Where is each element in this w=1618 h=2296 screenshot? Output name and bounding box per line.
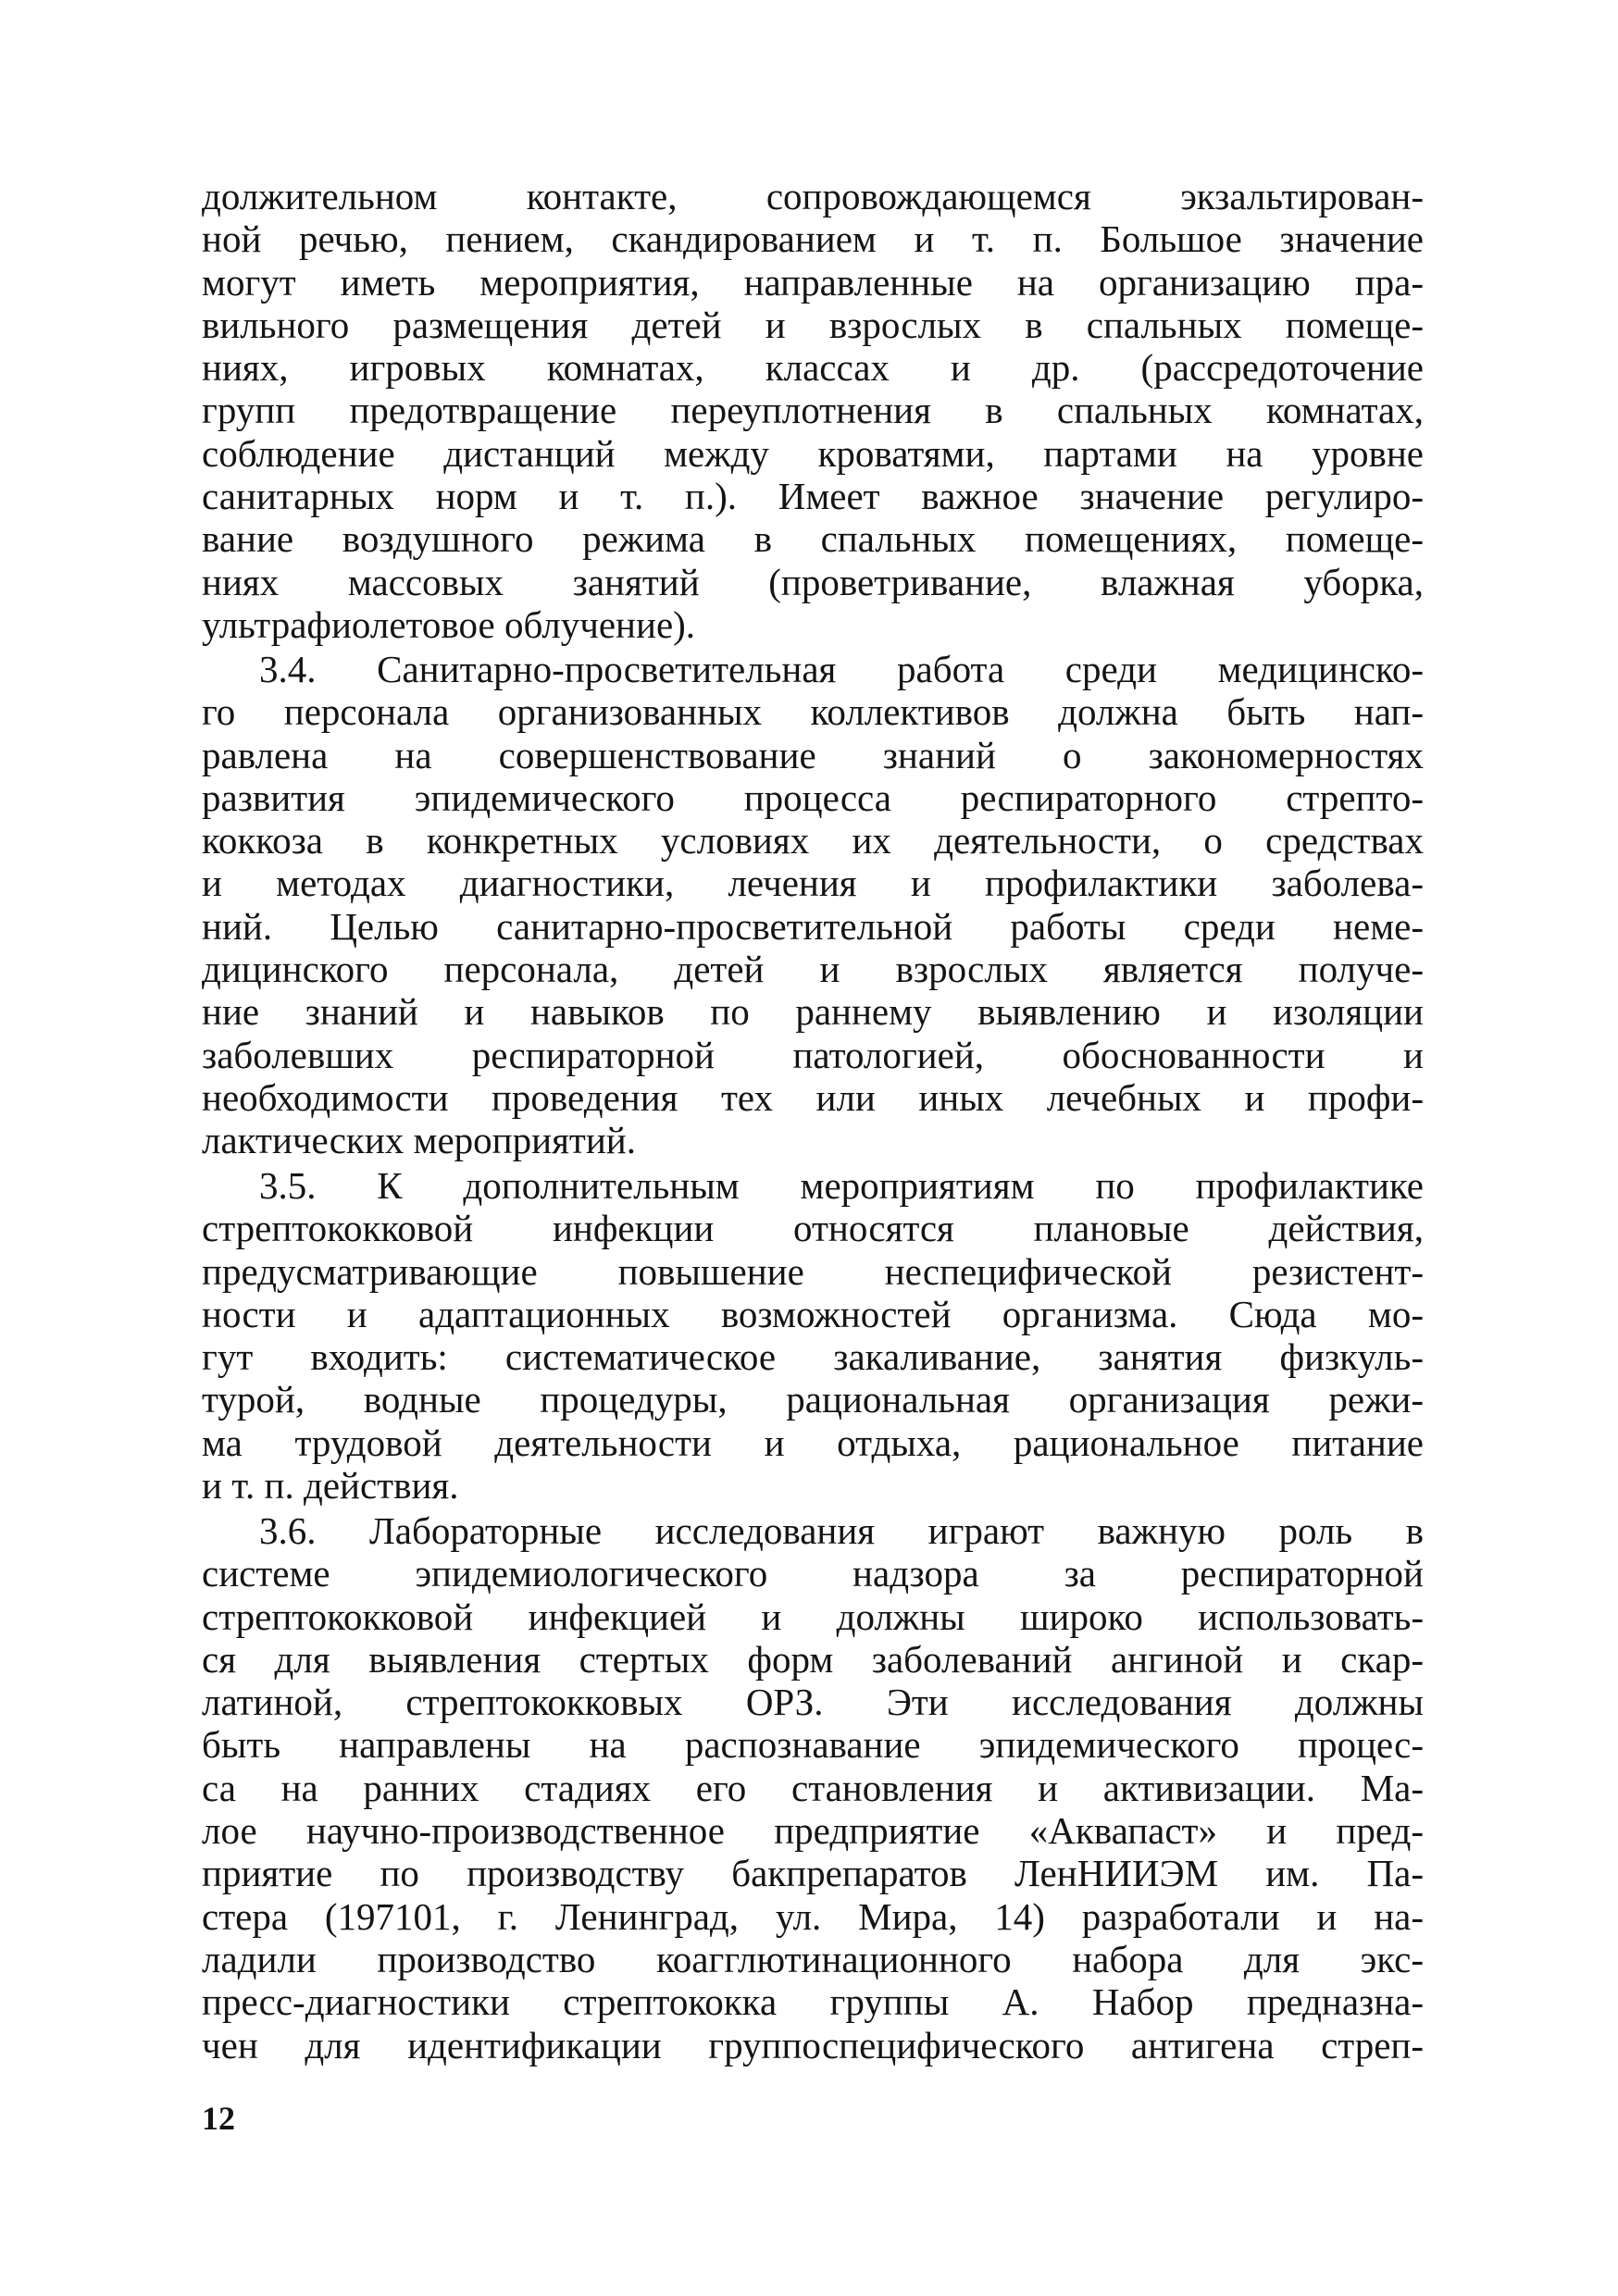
text-line: ультрафиолетовое облучение). [202,602,696,646]
text-line: равлена на совершенствование знаний о закономерностях [202,733,1424,776]
paragraph-3-5 [202,1164,1424,1507]
text-line: дицинского персонала, детей и взрослых является получе- [202,948,1424,991]
text-line: чен для идентификации группоспецифического антигена стреп- [202,2023,1424,2066]
text-line: го персонала организованных коллективов должна быть нап- [202,690,1424,734]
text-line: системе эпидемиологического надзора за респираторной [202,1552,1424,1595]
text-line: 3.5. К дополнительным мероприятиям по профилактике [259,1164,1424,1207]
text-line: быть направлены на распознавание эпидемического процес- [202,1723,1424,1767]
paragraph-3-6 [202,1509,1424,2066]
text-line: ной речью, пением, скандированием и т. п. Большое значение [202,217,1424,261]
text-line: лактических мероприятий. [202,1119,636,1162]
text-line: ниях, игровых комнатах, классах и др. (рассредоточение [202,346,1424,390]
text-line: 3.6. Лабораторные исследования играют важную роль в [259,1509,1424,1552]
text-line: са на ранних стадиях его становления и активизации. Ма- [202,1766,1424,1809]
text-line: должительном контакте, сопровождающемся экзальтирован- [202,175,1424,217]
text-line: вильного размещения детей и взрослых в спальных помеще- [202,303,1424,346]
paragraph-continuation [202,175,1424,646]
text-line: коккоза в конкретных условиях их деятельности, о средствах [202,819,1424,863]
text-line: ма трудовой деятельности и отдыха, рациональное питание [202,1421,1424,1464]
text-line: ся для выявления стертых форм заболеваний ангиной и скар- [202,1637,1424,1681]
text-line: ности и адаптационных возможностей организма. Сюда мо- [202,1292,1424,1335]
text-line: ниях массовых занятий (проветривание, влажная уборка, [202,560,1424,603]
text-line: могут иметь мероприятия, направленные на организацию пра- [202,260,1424,304]
text-line: групп предотвращение переуплотнения в спальных комнатах, [202,389,1424,432]
text-line: необходимости проведения тех или иных лечебных и профи- [202,1075,1424,1119]
text-line: вание воздушного режима в спальных помещениях, помеще- [202,517,1424,561]
text-line: стрептококковой инфекцией и должны широко использовать- [202,1595,1424,1638]
text-line: латиной, стрептококковых ОРЗ. Эти исследования должны [202,1681,1424,1724]
text-line: и методах диагностики, лечения и профилактики заболева- [202,862,1424,905]
text-line: заболевших респираторной патологией, обоснованности и [202,1033,1424,1076]
text-line: предусматривающие повышение неспецифической резистент- [202,1249,1424,1293]
text-line: ладили производство коагглютинационного набора для экс- [202,1937,1424,1980]
paragraph-3-4 [202,648,1424,1162]
text-line: стрептококковой инфекции относятся плановые действия, [202,1207,1424,1250]
text-line: гут входить: систематическое закаливание, занятия физкуль- [202,1335,1424,1379]
text-line: пресс-диагностики стрептококка группы А. Набор предназна- [202,1980,1424,2024]
text-line: и т. п. действия. [202,1464,459,1508]
text-line: развития эпидемического процесса респираторного стрепто- [202,776,1424,819]
text-line: ние знаний и навыков по раннему выявлению и изоляции [202,990,1424,1034]
text-line: стера (197101, г. Ленинград, ул. Мира, 14) разработали и на- [202,1894,1424,1938]
text-line: ний. Целью санитарно-просветительной работы среди неме- [202,904,1424,948]
text-line: соблюдение дистанций между кроватями, партами на уровне [202,431,1424,475]
text-line: приятие по производству бакпрепаратов ЛенНИИЭМ им. Па- [202,1852,1424,1895]
page-number: 12 [202,2100,235,2137]
text-line: турой, водные процедуры, рациональная организация режи- [202,1378,1424,1421]
text-line: санитарных норм и т. п.). Имеет важное значение регулиро- [202,475,1424,518]
text-line: 3.4. Санитарно-просветительная работа среди медицинско- [259,648,1424,690]
text-line: лое научно-производственное предприятие «Аквапаст» и пред- [202,1809,1424,1853]
